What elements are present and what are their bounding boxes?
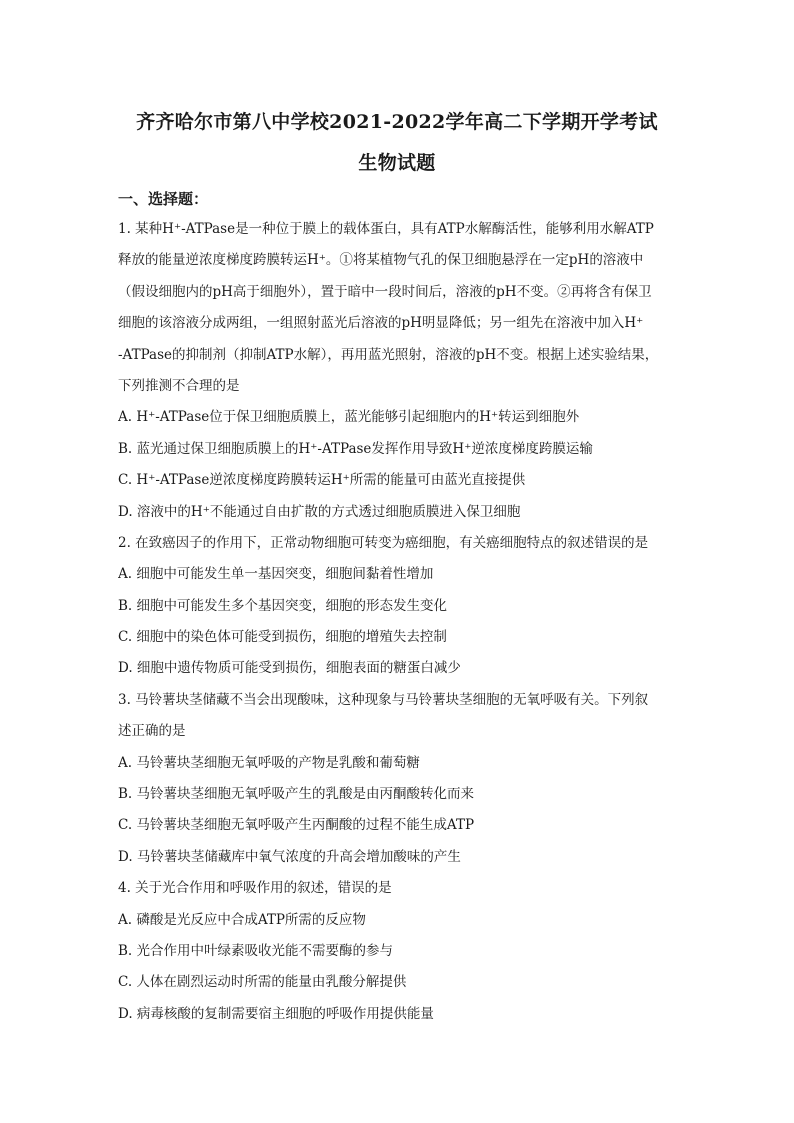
option-d: D. 病毒核酸的复制需要宿主细胞的呼吸作用提供能量 [118,1005,434,1022]
option-d: D. 溶液中的H⁺不能通过自由扩散的方式透过细胞质膜进入保卫细胞 [118,503,521,520]
question-3 [118,685,674,873]
option-a: A. 磷酸是光反应中合成ATP所需的反应物 [118,911,366,928]
option-a: A. 细胞中可能发生单一基因突变，细胞间黏着性增加 [118,566,434,583]
exam-title: 齐齐哈尔市第八中学校2021-2022学年高二下学期开学考试 [136,111,658,133]
section-heading: 一、选择题： [118,190,209,208]
option-b: B. 马铃薯块茎细胞无氧呼吸产生的乳酸是由丙酮酸转化而来 [118,786,475,803]
option-d: D. 马铃薯块茎储藏库中氧气浓度的升高会增加酸味的产生 [118,848,461,865]
option-a: A. 马铃薯块茎细胞无氧呼吸的产物是乳酸和葡萄糖 [118,754,420,771]
question-stem-line: （假设细胞内的pH高于细胞外），置于暗中一段时间后，溶液的pH不变。②再将含有保卫 [118,283,652,300]
question-stem-line: 1. 某种H⁺-ATPase是一种位于膜上的载体蛋白，具有ATP水解酶活性，能够利用水解ATP [118,221,654,237]
option-b: B. 细胞中可能发生多个基因突变，细胞的形态发生变化 [118,597,448,614]
question-stem-line: 释放的能量逆浓度梯度跨膜转运H⁺。①将某植物气孔的保卫细胞悬浮在一定pH的溶液中 [118,252,644,269]
question-stem-line: 述正确的是 [118,723,186,740]
question-stem-line: 下列推测不合理的是 [118,377,240,394]
option-b: B. 蓝光通过保卫细胞质膜上的H⁺-ATPase发挥作用导致H⁺逆浓度梯度跨膜运输 [118,440,593,457]
option-c: C. 细胞中的染色体可能受到损伤，细胞的增殖失去控制 [118,629,447,646]
option-c: C. 马铃薯块茎细胞无氧呼吸产生丙酮酸的过程不能生成ATP [118,817,475,834]
option-c: C. H⁺-ATPase逆浓度梯度跨膜转运H⁺所需的能量可由蓝光直接提供 [118,472,526,489]
option-a: A. H⁺-ATPase位于保卫细胞质膜上，蓝光能够引起细胞内的H⁺转运到细胞外 [118,409,580,426]
question-stem-line: -ATPase的抑制剂（抑制ATP水解），再用蓝光照射，溶液的pH不变。根据上述实验结果， [118,346,659,363]
option-d: D. 细胞中遗传物质可能受到损伤，细胞表面的糖蛋白减少 [118,660,461,677]
question-stem-line: 2. 在致癌因子的作用下，正常动物细胞可转变为癌细胞，有关癌细胞特点的叙述错误的是 [118,534,649,551]
question-2 [118,528,674,685]
question-4 [118,873,674,1030]
question-list [118,214,674,1030]
question-stem-line: 3. 马铃薯块茎储藏不当会出现酸味，这种现象与马铃薯块茎细胞的无氧呼吸有关。下列叙 [118,691,649,708]
question-stem-line: 细胞的该溶液分成两组，一组照射蓝光后溶液的pH明显降低；另一组先在溶液中加入H⁺ [118,315,644,332]
question-1 [118,214,674,528]
exam-subtitle: 生物试题 [358,152,436,174]
question-stem-line: 4. 关于光合作用和呼吸作用的叙述，错误的是 [118,880,392,897]
option-c: C. 人体在剧烈运动时所需的能量由乳酸分解提供 [118,974,407,991]
option-b: B. 光合作用中叶绿素吸收光能不需要酶的参与 [118,942,394,959]
